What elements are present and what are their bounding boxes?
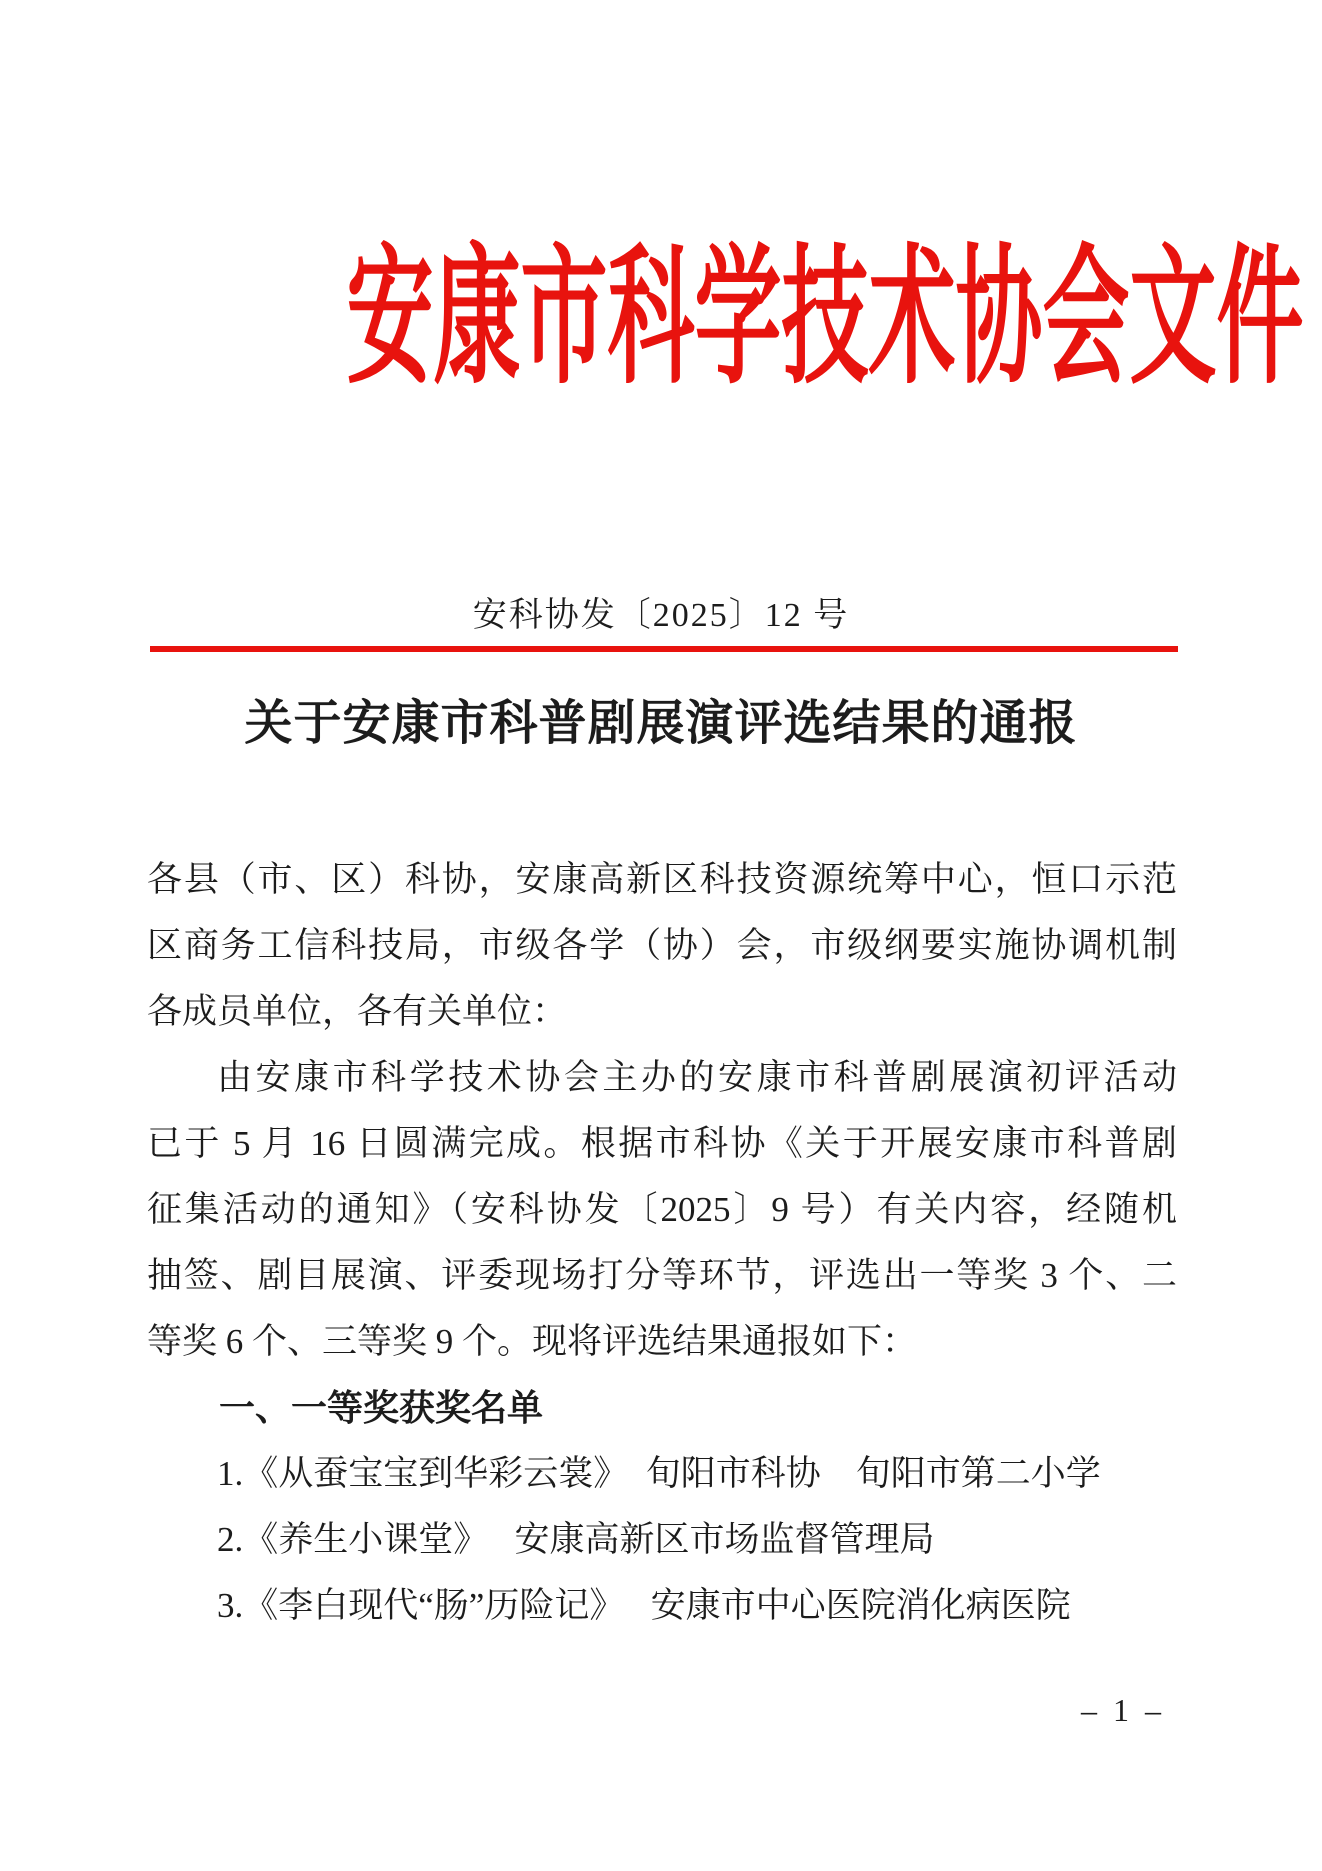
award-item-1: 1.《从蚕宝宝到华彩云裳》 旬阳市科协 旬阳市第二小学 (217, 1454, 1101, 1493)
salutation-line-2: 区商务工信科技局，市级各学（协）会，市级纲要实施协调机制 (147, 926, 1177, 965)
award-item-2: 2.《养生小课堂》 安康高新区市场监督管理局 (217, 1520, 935, 1559)
document-title: 关于安康市科普剧展演评选结果的通报 (244, 697, 1078, 750)
red-divider-rule (150, 646, 1178, 652)
paragraph-line-5: 等奖 6 个、三等奖 9 个。现将评选结果通报如下： (147, 1322, 918, 1361)
document-number: 安科协发〔2025〕12 号 (472, 597, 850, 634)
page-number: – 1 – (1081, 1692, 1165, 1728)
document-body (147, 847, 1177, 1639)
paragraph-line-3: 征集活动的通知》（安科协发〔2025〕9 号）有关内容，经随机 (147, 1190, 1177, 1229)
salutation-line-1: 各县（市、区）科协，安康高新区科技资源统筹中心，恒口示范 (147, 860, 1177, 899)
letterhead-title: 安康市科学技术协会文件 (346, 236, 1304, 402)
letterhead (0, 236, 1322, 402)
paragraph-line-4: 抽签、剧目展演、评委现场打分等环节，评选出一等奖 3 个、二 (147, 1256, 1177, 1295)
award-section-heading: 一、一等奖获奖名单 (219, 1387, 544, 1428)
salutation-line-3: 各成员单位，各有关单位： (147, 992, 568, 1031)
award-item-3: 3.《李白现代“肠”历险记》 安康市中心医院消化病医院 (217, 1586, 1071, 1625)
paragraph-line-2: 已于 5 月 16 日圆满完成。根据市科协《关于开展安康市科普剧 (147, 1124, 1177, 1163)
paragraph-line-1: 由安康市科学技术协会主办的安康市科普剧展演初评活动 (217, 1058, 1177, 1097)
